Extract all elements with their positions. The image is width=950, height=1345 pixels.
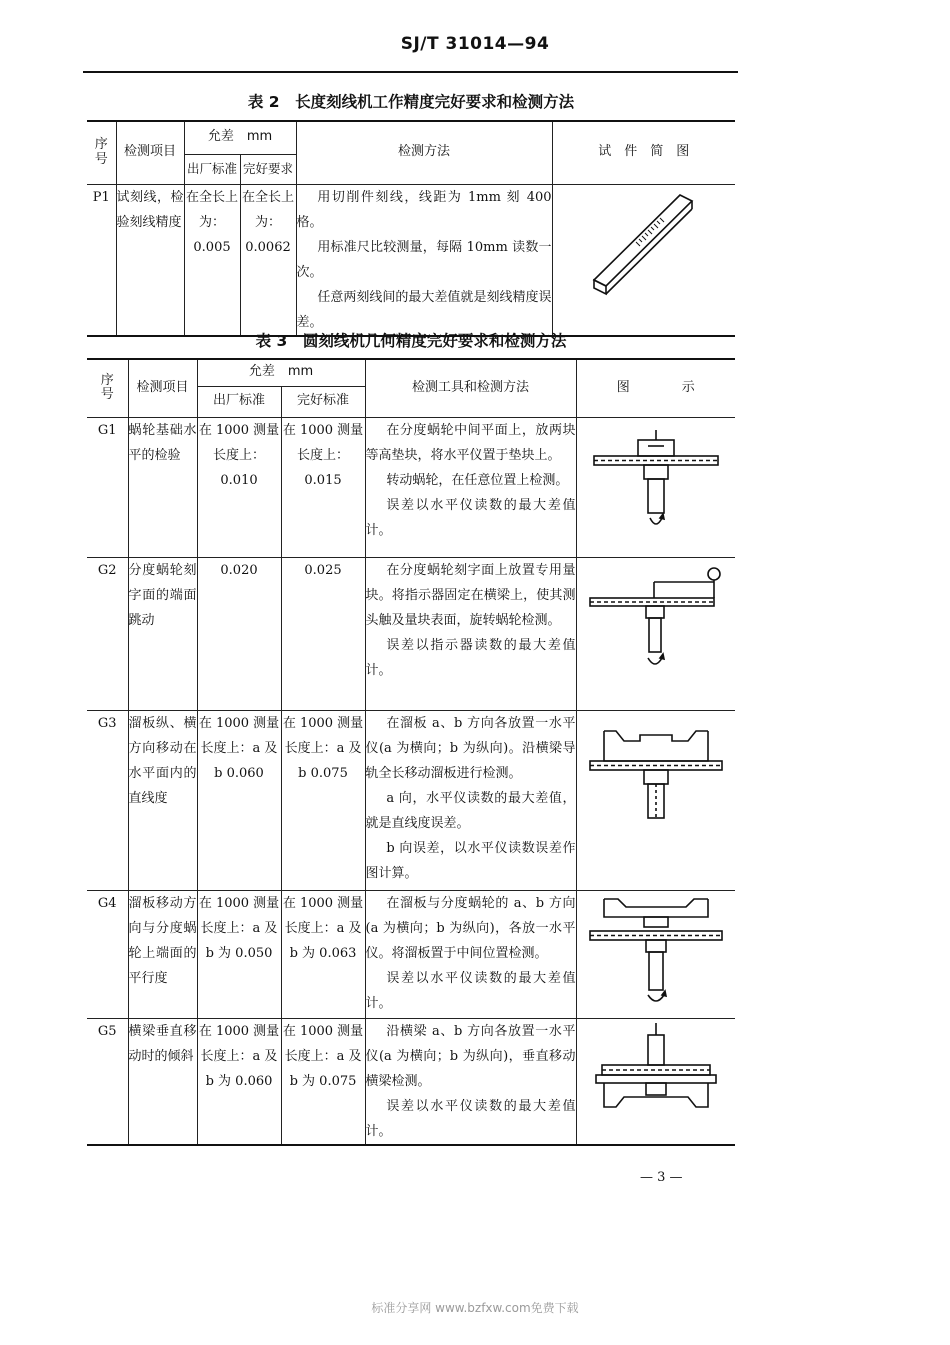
slide-straightness-icon [586, 711, 726, 841]
table3-header-figure: 图 示 [576, 359, 735, 417]
check-item: 蜗轮基础水平的检验 [128, 417, 197, 557]
method-line: 误差以水平仪读数的最大差值计。 [365, 1098, 576, 1139]
table-row [87, 184, 735, 336]
table2-header-no: 序号 [87, 121, 116, 184]
method-line: 在溜板与分度蜗轮的 a、b 方向(a 为横向；b 为纵向)，各放一水平仪。将溜板置于中间位置检测。 [365, 895, 576, 961]
good-standard: 在 1000 测量长度上：a 及 b 为 0.075 [281, 1018, 365, 1145]
table3 [87, 358, 735, 1146]
method-text [365, 417, 576, 557]
method-line: a 向，水平仪读数的最大差值，就是直线度误差。 [365, 790, 576, 831]
table2-header-tolerance: 允差 mm [184, 121, 296, 154]
method-text [365, 890, 576, 1018]
table-row [87, 710, 735, 890]
table2-header-good: 完好要求 [240, 154, 296, 184]
method-line: 转动蜗轮，在任意位置上检测。 [386, 472, 569, 488]
row-number: G1 [87, 417, 128, 557]
check-item: 试刻线，检验刻线精度 [116, 184, 184, 336]
table3-header-tolerance: 允差 mm [197, 359, 365, 386]
row-number: G4 [87, 890, 128, 1018]
footer-watermark: 标准分享网 www.bzfxw.com免费下载 [371, 1301, 579, 1315]
factory-standard: 在全长上为：0.005 [184, 184, 240, 336]
dial-indicator-runout-icon [586, 558, 726, 678]
figure-cell [576, 417, 735, 557]
method-text [365, 710, 576, 890]
table-row [87, 1018, 735, 1145]
method-text [296, 184, 552, 336]
method-text [365, 1018, 576, 1145]
table2-header-item: 检测项目 [116, 121, 184, 184]
method-line: 用切削件刻线，线距为 1mm 刻 400 格。 [296, 189, 552, 230]
header-rule [83, 71, 738, 73]
good-standard: 在 1000 测量长度上：a 及 b 0.075 [281, 710, 365, 890]
good-standard: 在 1000 测量长度上：a 及 b 为 0.063 [281, 890, 365, 1018]
method-line: b 向误差，以水平仪读数误差作图计算。 [365, 840, 576, 881]
ruler-test-piece-icon [584, 185, 704, 305]
table2-caption: 表 2 长度刻线机工作精度完好要求和检测方法 [247, 93, 575, 111]
good-standard: 0.025 [281, 557, 365, 710]
table3-header-method: 检测工具和检测方法 [365, 359, 576, 417]
method-line: 任意两刻线间的最大差值就是刻线精度误差。 [296, 289, 552, 330]
method-line: 在分度蜗轮中间平面上，放两块等高垫块，将水平仪置于垫块上。 [365, 422, 576, 463]
method-line: 误差以水平仪读数的最大差值计。 [365, 970, 576, 1011]
factory-standard: 在 1000 测量长度上：a 及 b 为 0.060 [197, 1018, 281, 1145]
row-number: G2 [87, 557, 128, 710]
table2-header-factory: 出厂标准 [184, 154, 240, 184]
method-line: 在分度蜗轮刻字面上放置专用量块。将指示器固定在横梁上，使其测头触及量块表面，旋转蜗轮检测。 [365, 562, 576, 628]
method-line: 在溜板 a、b 方向各放置一水平仪(a 为横向；b 为纵向)。沿横梁导轨全长移动溜板进行检测。 [365, 715, 576, 781]
method-line: 误差以指示器读数的最大差值计。 [365, 637, 576, 678]
factory-standard: 在 1000 测量长度上：0.010 [197, 417, 281, 557]
check-item: 分度蜗轮刻字面的端面跳动 [128, 557, 197, 710]
figure-cell [576, 557, 735, 710]
table3-header-no: 序号 [87, 359, 128, 417]
table2-header-figure: 试 件 简 图 [552, 121, 735, 184]
slide-parallelism-icon [586, 891, 726, 1013]
figure-cell [576, 890, 735, 1018]
check-item: 溜板纵、横方向移动在水平面内的直线度 [128, 710, 197, 890]
factory-standard: 在 1000 测量长度上：a 及 b 0.060 [197, 710, 281, 890]
crossbeam-tilt-icon [586, 1019, 726, 1131]
table3-header-good: 完好标准 [281, 386, 365, 417]
factory-standard: 在 1000 测量长度上：a 及 b 为 0.050 [197, 890, 281, 1018]
table3-caption: 表 3 圆刻线机几何精度完好要求和检测方法 [255, 332, 567, 350]
page-number: — 3 — [640, 1170, 683, 1185]
figure-cell [576, 1018, 735, 1145]
good-standard: 在全长上为：0.0062 [240, 184, 296, 336]
method-text [365, 557, 576, 710]
worm-wheel-level-icon [586, 418, 726, 538]
table3-header-factory: 出厂标准 [197, 386, 281, 417]
table-row [87, 417, 735, 557]
check-item: 溜板移动方向与分度蜗轮上端面的平行度 [128, 890, 197, 1018]
check-item: 横梁垂直移动时的倾斜 [128, 1018, 197, 1145]
row-number: P1 [87, 184, 116, 336]
method-line: 沿横梁 a、b 方向各放置一水平仪(a 为横向；b 为纵向)，垂直移动横梁检测。 [365, 1023, 576, 1089]
good-standard: 在 1000 测量长度上：0.015 [281, 417, 365, 557]
table-row [87, 557, 735, 710]
method-line: 用标准尺比较测量，每隔 10mm 读数一次。 [296, 239, 552, 280]
row-number: G3 [87, 710, 128, 890]
table2 [87, 120, 735, 337]
table-row [87, 890, 735, 1018]
figure-cell [576, 710, 735, 890]
table2-header-method: 检测方法 [296, 121, 552, 184]
method-line: 误差以水平仪读数的最大差值计。 [365, 497, 576, 538]
row-number: G5 [87, 1018, 128, 1145]
table3-header-item: 检测项目 [128, 359, 197, 417]
page-header: SJ/T 31014—94 [400, 34, 550, 54]
factory-standard: 0.020 [197, 557, 281, 710]
figure-cell [552, 184, 735, 336]
